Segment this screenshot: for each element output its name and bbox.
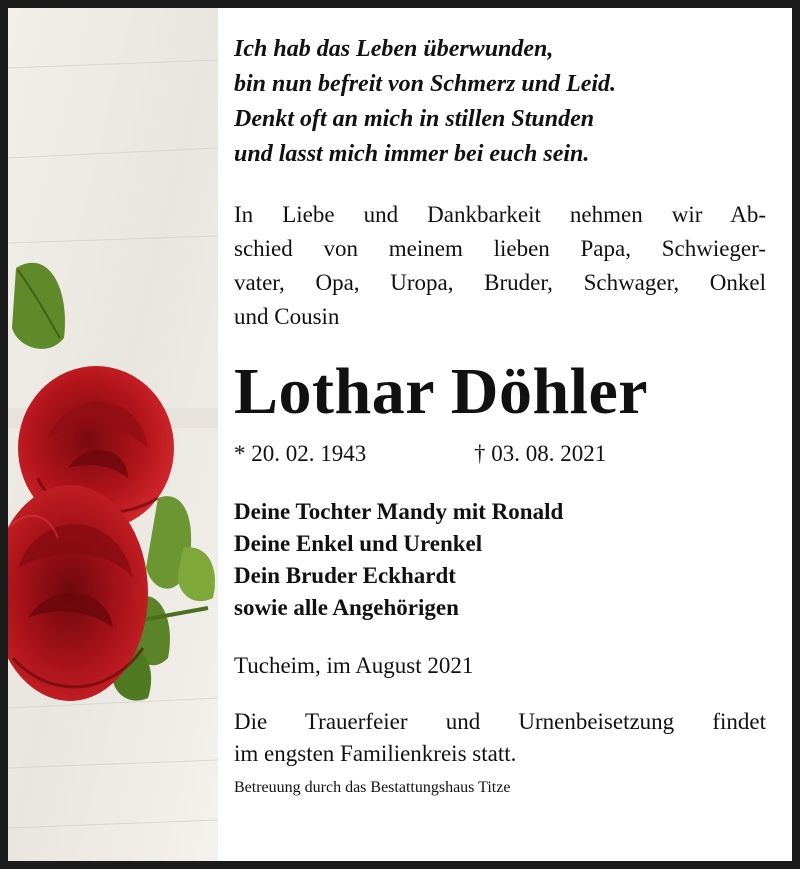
birth-date: * 20. 02. 1943 [234,441,367,466]
life-dates [234,438,766,470]
mourner-line: sowie alle Angehörigen [234,595,459,620]
obituary-card [8,8,792,861]
poem-line: Ich hab das Leben überwunden, [234,36,554,62]
place-and-date: Tucheim, im August 2021 [234,653,474,678]
intro-line: In Liebe und Dankbarkeit nehmen wir Ab- [234,202,766,227]
roses-photo [8,8,218,861]
mourners [234,496,766,624]
farewell-intro [234,198,766,334]
service-line: Die Trauerfeier und Urnenbeisetzung findet [234,709,766,734]
intro-line: vater, Opa, Uropa, Bruder, Schwager, Onkel [234,270,766,295]
poem [234,32,766,172]
obituary-text [234,32,766,800]
intro-line: und Cousin [234,304,340,329]
service-notice [234,706,766,770]
undertaker-credit: Betreuung durch das Bestattungshaus Titze [234,779,511,796]
service-line: im engsten Familienkreis statt. [234,741,517,766]
poem-line: bin nun befreit von Schmerz und Leid. [234,71,617,97]
mourner-line: Deine Enkel und Urenkel [234,531,483,556]
poem-line: und lasst mich immer bei euch sein. [234,141,590,167]
poem-line: Denkt oft an mich in stillen Stunden [234,106,595,132]
death-date: † 03. 08. 2021 [474,441,607,466]
mourner-line: Deine Tochter Mandy mit Ronald [234,499,564,524]
intro-line: schied von meinem lieben Papa, Schwieger- [234,236,766,261]
mourner-line: Dein Bruder Eckhardt [234,563,456,588]
deceased-name: Lothar Döhler [234,355,649,428]
